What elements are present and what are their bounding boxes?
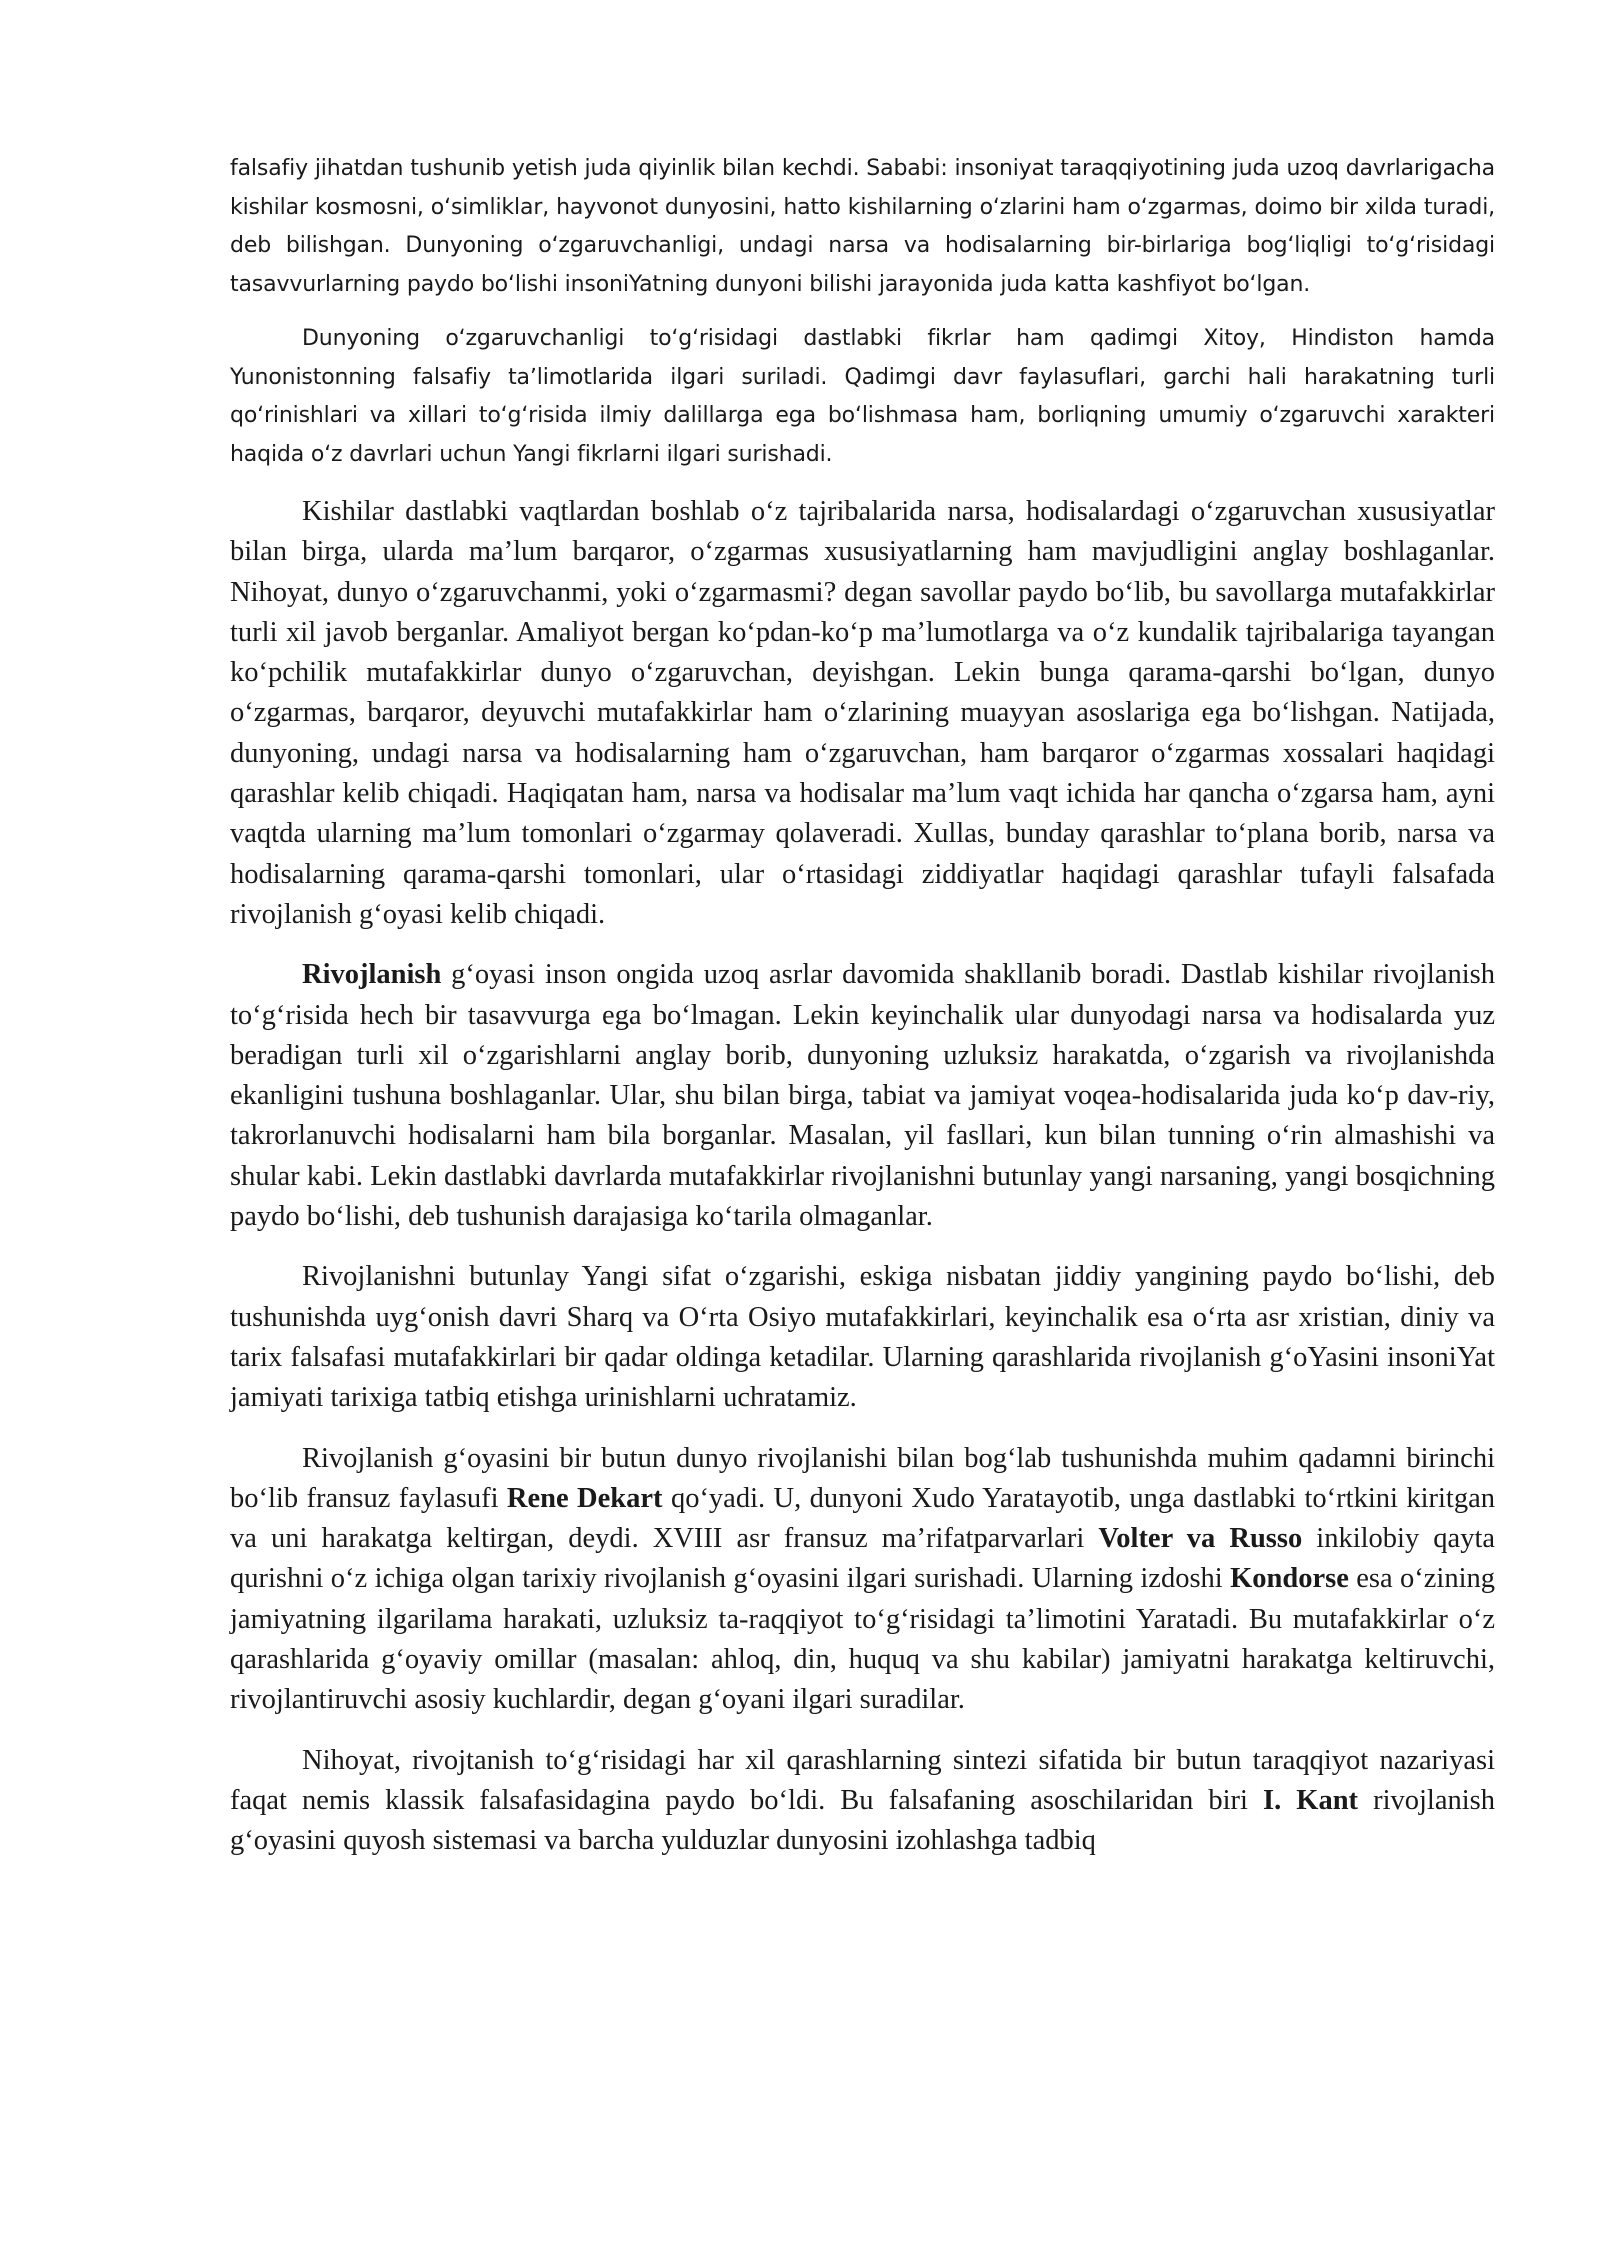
- paragraph-6-part-3: inkilobiy qayta qurishni oʻz ichiga olgan tarixiy rivojlanish gʻoyasini ilgari surishadi. Ularning izdoshi: [230, 1523, 1496, 1595]
- paragraph-5: Rivojlanishni butunlay Yangi sifat oʻzgarishi, eskiga nisbatan jiddiy yangining paydo boʻlishi, deb tushunishda uygʻonish davri Sharq va Oʻrta Osiyo mutafakkirlari, keyinchalik esa oʻrta asr xristian, diniy va tarix falsafasi mutafakkirlari bir qadar oldinga ketadilar. Ularning qarashlarida rivojlanish gʻoYasini insoniYat jamiyati tarixiga tatbiq etishga urinishlarni uchratamiz.: [230, 1261, 1495, 1414]
- name-kondorse: Kondorse: [1230, 1563, 1349, 1595]
- paragraph-4-text: gʻoyasi inson ongida uzoq asrlar davomida shakllanib boradi. Dastlab kishilar rivojlanish toʻgʻrisida hech bir tasavvurga ega boʻlmagan. Lekin keyinchalik ular dunyodagi narsa va hodisalarda yuz beradigan turli xil oʻzgarishlarni anglay borib, dunyoning uzluksiz harakatda, oʻzgarish va rivojlanishda ekanligini tushuna boshlaganlar. Ular, shu bilan birga, tabiat va jamiyat voqea-hodisalarida juda koʻp dav-riy, takrorlanuvchi hodisalarni ham bila borganlar. Masalan, yil fasllari, kun bilan tunning oʻrin almashishi va shular kabi. Lekin dastlabki davrlarda mutafakkirlar rivojlanishni butunlay yangi narsaning, yangi bosqichning paydo boʻlishi, deb tushunish darajasiga koʻtarila olmaganlar.: [230, 959, 1495, 1233]
- paragraph-6: [230, 1439, 1495, 1721]
- paragraph-6-part-2: qoʻyadi. U, dunyoni Xudo Yaratayotib, unga dastlabki toʻrtkini kiritgan va uni harakatga keltirgan, deydi. XVIII asr fransuz maʼrifatparvarlari: [230, 1482, 1495, 1555]
- paragraph-7: [230, 1741, 1495, 1862]
- paragraph-6-part-4: esa oʻzining jamiyatning ilgarilama harakati, uzluksiz ta-raqqiyot toʻgʻrisidagi taʼlimotini Yaratadi. Bu mutafakkirlar oʻz qarashlarida gʻoyaviy omillar (masalan: ahloq, din, huquq va shu kabilar) jamiyatni harakatga keltiruvchi, rivojlantiruvchi asosiy kuchlardir, degan gʻoyani ilgari suradilar.: [230, 1563, 1495, 1716]
- paragraph-1: falsafiy jihatdan tushunib yetish juda qiyinlik bilan kechdi. Sababi: insoniyat taraqqiyotining juda uzoq davrlarigacha kishilar kosmosni, oʻsimliklar, hayvonot dunyosini, hatto kishilarning oʻzlarini ham oʻzgarmas, doimo bir xilda turadi, deb bilishgan. Dunyoning oʻzgaruvchanligi, undagi narsa va hodisalarning bir-birlariga bogʻliqligi toʻgʻrisidagi tasavvurlarning paydo boʻlishi insoniYatning dunyoni bilishi jarayonida juda katta kashfiyot boʻlgan.: [230, 156, 1495, 297]
- term-rivojlanish: Rivojlanish: [302, 959, 442, 991]
- paragraph-2: Dunyoning oʻzgaruvchanligi toʻgʻrisidagi dastlabki fikrlar ham qadimgi Xitoy, Hindiston hamda Yunonistonning falsafiy taʼlimotlarida ilgari suriladi. Qadimgi davr faylasuflari, garchi hali harakatning turli qoʻrinishlari va xillari toʻgʻrisida ilmiy dalillarga ega boʻlishmasa ham, borliqning umumiy oʻzgaruvchi xarakteri haqida oʻz davrlari uchun Yangi fikrlarni ilgari surishadi.: [230, 326, 1495, 467]
- paragraph-4: [230, 955, 1495, 1237]
- paragraph-7-part-2: rivojlanish gʻoyasini quyosh sistemasi va barcha yulduzlar dunyosini izohlashga tadbiq: [230, 1784, 1495, 1857]
- name-volter-va-russo: Volter va Russo: [1098, 1523, 1303, 1555]
- paragraph-6-part-1: Rivojlanish gʻoyasini bir butun dunyo rivojlanishi bilan bogʻlab tushunishda muhim qadamni birinchi boʻlib fransuz faylasufi: [230, 1442, 1495, 1514]
- name-rene-dekart: Rene Dekart: [506, 1482, 663, 1514]
- document-page: [230, 150, 1495, 1862]
- paragraph-3: Kishilar dastlabki vaqtlardan boshlab oʻz tajribalarida narsa, hodisalardagi oʻzgaruvchan xususiyatlar bilan birga, ularda maʼlum barqaror, oʻzgarmas xususiyatlarning ham mavjudligini anglay boshlaganlar. Nihoyat, dunyo oʻzgaruvchanmi, yoki oʻzgarmasmi? degan savollar paydo boʻlib, bu savollarga mutafakkirlar turli xil javob berganlar. Amaliyot bergan koʻpdan-koʻp maʼlumotlarga va oʻz kundalik tajribalariga tayangan koʻpchilik mutafakkirlar dunyo oʻzgaruvchan, deyishgan. Lekin bunga qarama-qarshi boʻlgan, dunyo oʻzgarmas, barqaror, deyuvchi mutafakkirlar ham oʻzlarining muayyan asoslariga ega boʻlishgan. Natijada, dunyoning, undagi narsa va hodisalarning ham oʻzgaruvchan, ham barqaror oʻzgarmas xossalari haqidagi qarashlar kelib chiqadi. Haqiqatan ham, narsa va hodisalar maʼlum vaqt ichida har qancha oʻzgarsa ham, ayni vaqtda ularning maʼlum tomonlari oʻzgarmay qolaveradi. Xullas, bunday qarashlar toʻplana borib, narsa va hodisalarning qarama-qarshi tomonlari, ular oʻrtasidagi ziddiyatlar haqidagi qarashlar tufayli falsafada rivojlanish gʻoyasi kelib chiqadi.: [230, 496, 1495, 930]
- name-kant: I. Kant: [1263, 1784, 1359, 1816]
- paragraph-7-part-1: Nihoyat, rivojtanish toʻgʻrisidagi har xil qarashlarning sintezi sifatida bir butun taraqqiyot nazariyasi faqat nemis klassik falsafasidagina paydo boʻldi. Bu falsafaning asoschilaridan biri: [230, 1744, 1495, 1816]
